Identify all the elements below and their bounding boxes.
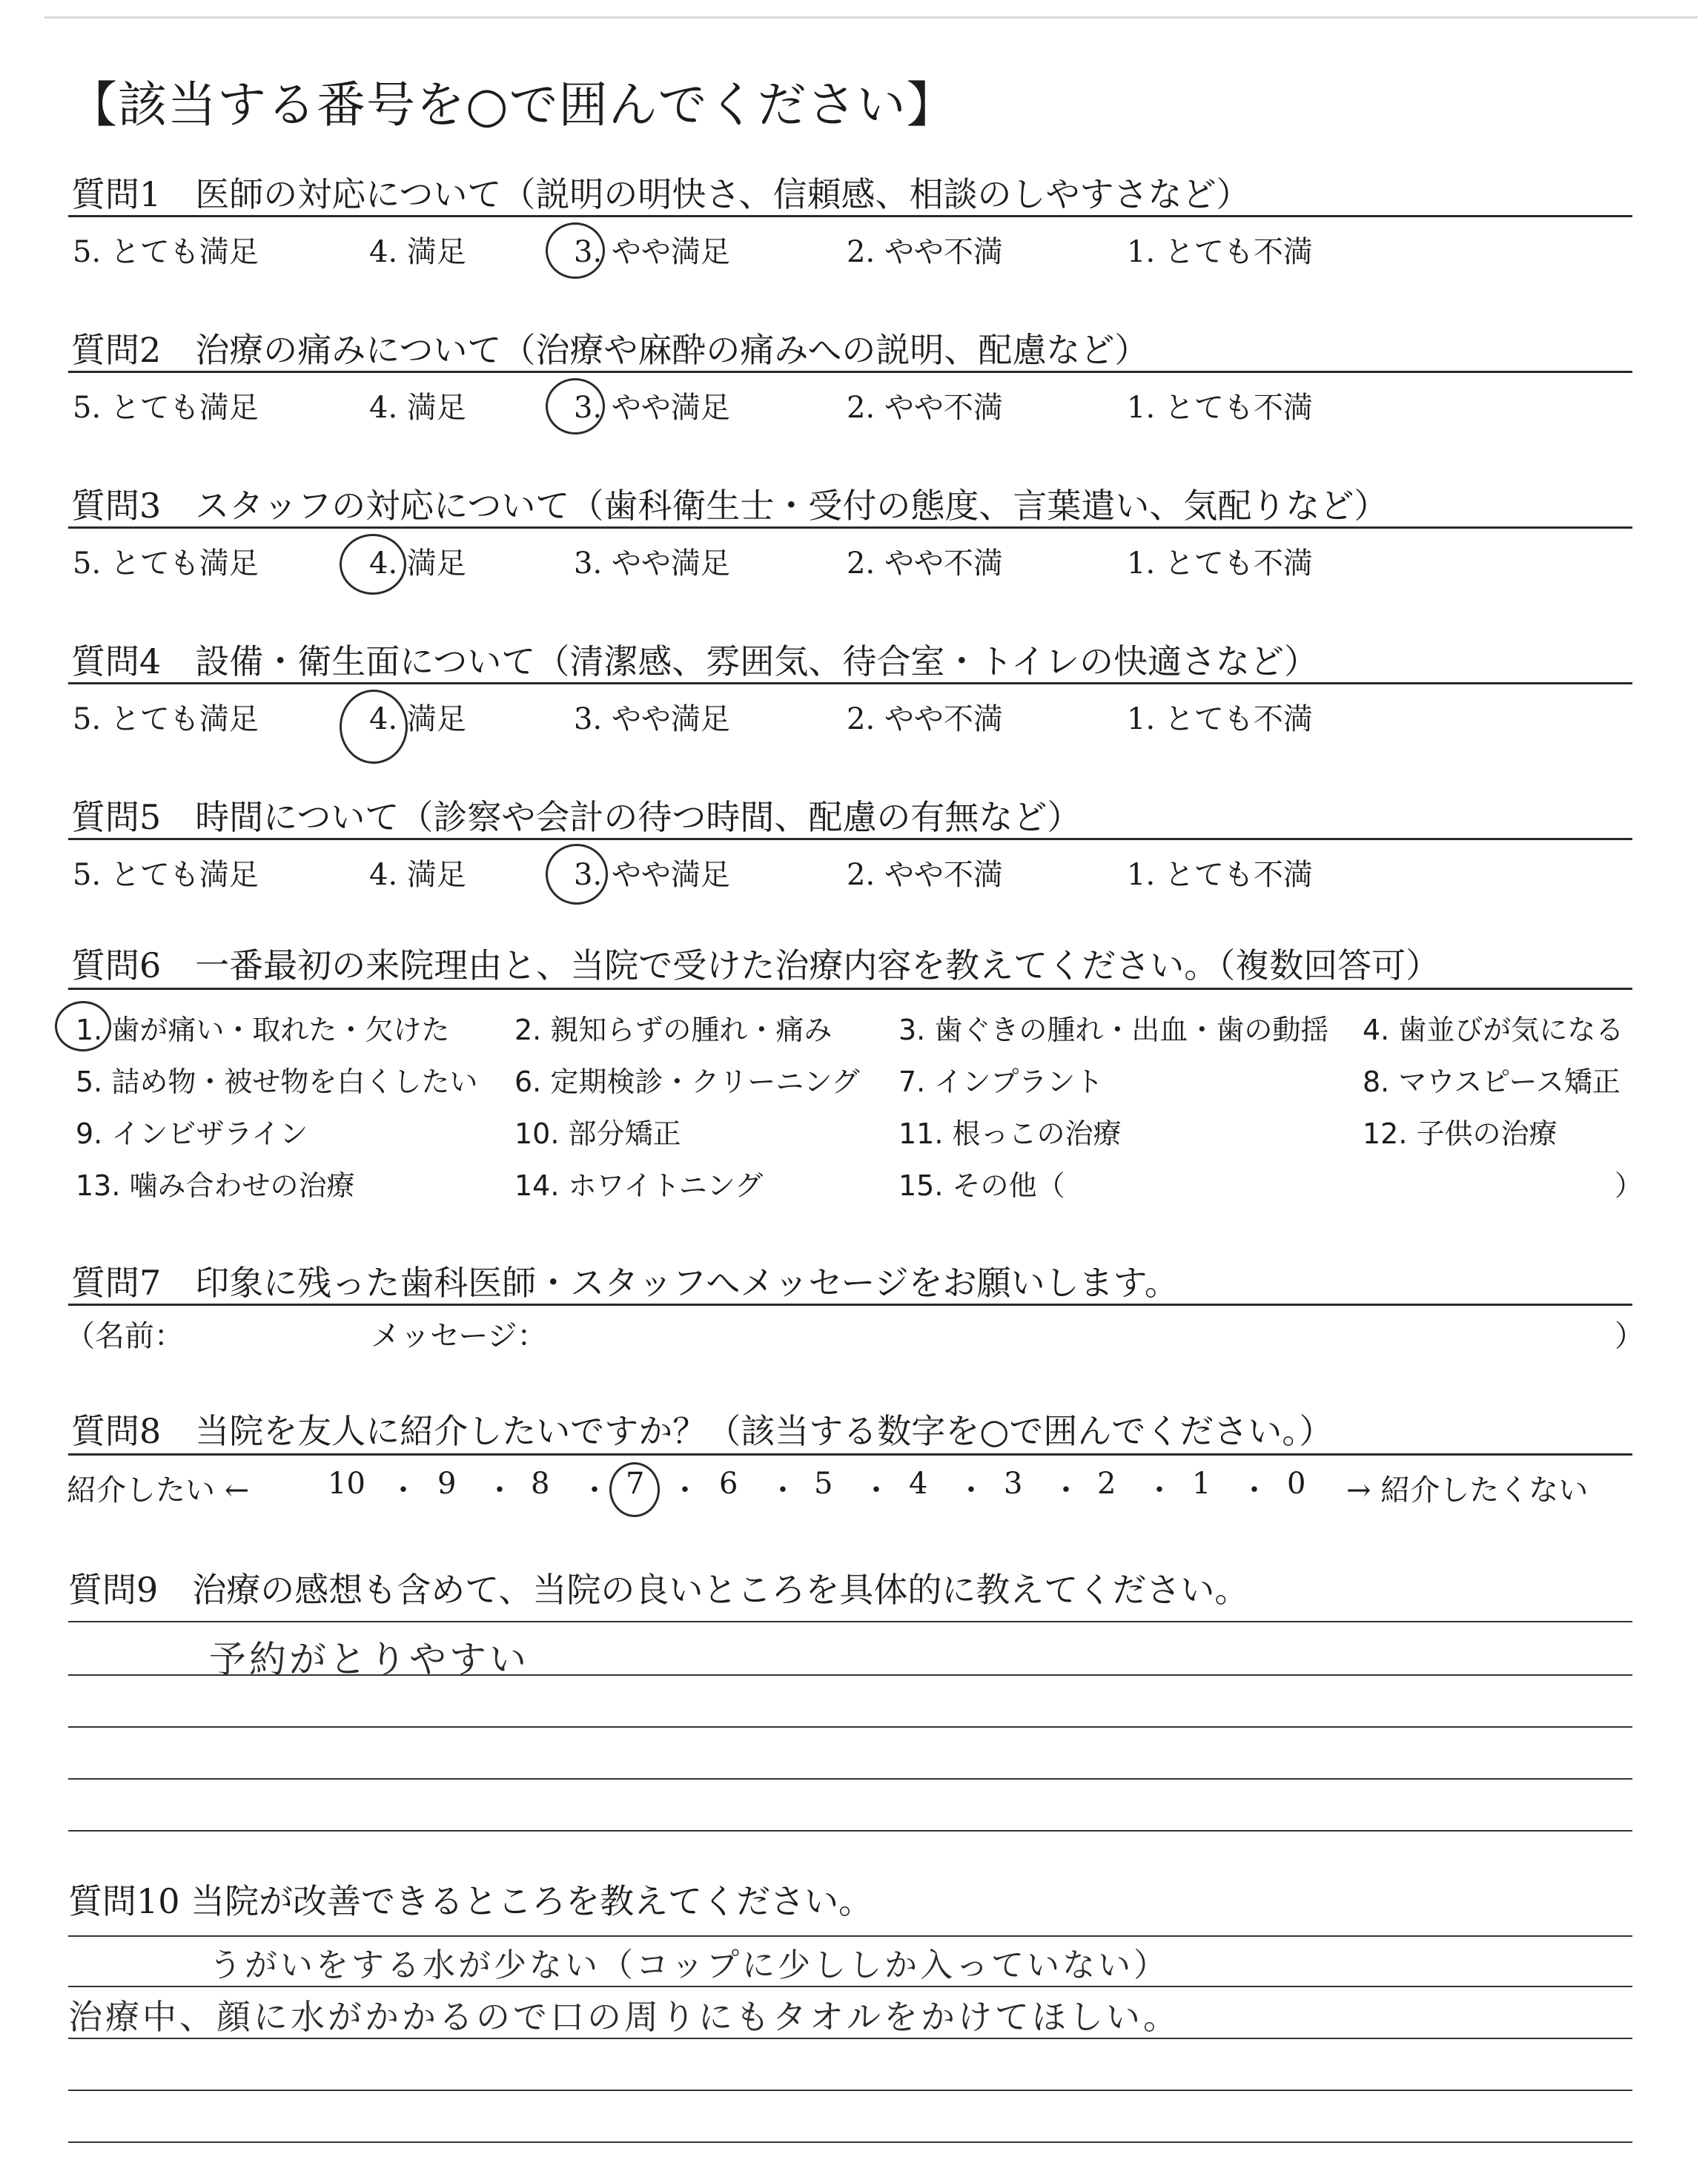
option-5[interactable]: 5. とても満足: [73, 702, 259, 736]
option-3[interactable]: 3. やや満足: [574, 702, 730, 736]
scale-5[interactable]: 5: [814, 1467, 833, 1501]
scale-10[interactable]: 10: [328, 1467, 365, 1501]
option-2[interactable]: 2. やや不満: [847, 702, 1003, 736]
answer-line: [68, 1621, 1632, 1622]
reason-option-4[interactable]: 4. 歯並びが気になる: [1363, 1014, 1624, 1046]
option-1[interactable]: 1. とても不満: [1127, 858, 1313, 892]
option-1[interactable]: 1. とても不満: [1127, 235, 1313, 269]
scale-7[interactable]: 7: [626, 1467, 645, 1501]
selected-answer-circle: [340, 534, 406, 595]
scale-4[interactable]: 4: [909, 1467, 928, 1501]
option-5[interactable]: 5. とても満足: [73, 546, 259, 581]
handwritten-answer: 治療中、顔に水がかかるので口の周りにもタオルをかけてほしい。: [68, 1997, 1180, 2037]
answer-line: [68, 1778, 1632, 1780]
reason-option-9[interactable]: 9. インビザライン: [76, 1117, 308, 1150]
reason-option-14[interactable]: 14. ホワイトニング: [514, 1169, 764, 1202]
reason-option-7[interactable]: 7. インプラント: [898, 1066, 1104, 1098]
option-5[interactable]: 5. とても満足: [73, 235, 259, 269]
scale-2[interactable]: 2: [1097, 1467, 1116, 1501]
selected-answer-circle: [546, 844, 608, 905]
recommend-left-label: 紹介したい ←: [67, 1473, 250, 1507]
reason-option-3[interactable]: 3. 歯ぐきの腫れ・出血・歯の動揺: [898, 1014, 1329, 1046]
divider: [68, 838, 1632, 840]
scale-6[interactable]: 6: [719, 1467, 738, 1501]
reason-option-13[interactable]: 13. 噛み合わせの治療: [76, 1169, 355, 1202]
answer-line: [68, 2090, 1632, 2091]
option-5[interactable]: 5. とても満足: [73, 858, 259, 892]
divider: [68, 682, 1632, 684]
scale-3[interactable]: 3: [1004, 1467, 1023, 1501]
option-1[interactable]: 1. とても不満: [1127, 546, 1313, 581]
selected-answer-circle: [546, 222, 605, 279]
question-title: 質問7 印象に残った歯科医師・スタッフへメッセージをお願いします。: [71, 1263, 1179, 1303]
handwritten-answer: うがいをする水が少ない（コップに少ししか入っていない）: [209, 1946, 1170, 1984]
divider: [68, 526, 1632, 529]
scale-dot: ・: [768, 1473, 798, 1507]
reason-option-12[interactable]: 12. 子供の治療: [1363, 1117, 1558, 1150]
option-3[interactable]: 3. やや満足: [574, 391, 730, 425]
handwritten-answer: 予約がとりやすい: [209, 1638, 529, 1681]
option-4[interactable]: 4. 満足: [369, 391, 466, 425]
other-close-paren: ）: [1615, 1169, 1644, 1202]
option-3[interactable]: 3. やや満足: [574, 858, 730, 892]
option-4[interactable]: 4. 満足: [369, 858, 466, 892]
option-1[interactable]: 1. とても不満: [1127, 391, 1313, 425]
page-title: 【該当する番号を○で囲んでください】: [68, 76, 956, 133]
scale-8[interactable]: 8: [531, 1467, 550, 1501]
scale-dot: ・: [670, 1473, 700, 1507]
reason-option-2[interactable]: 2. 親知らずの腫れ・痛み: [514, 1014, 833, 1046]
scale-dot: ・: [1239, 1473, 1269, 1507]
question-title: 質問4 設備・衛生面について（清潔感、雰囲気、待合室・トイレの快適さなど）: [71, 641, 1319, 681]
scale-dot: ・: [1051, 1473, 1081, 1507]
answer-line: [68, 1674, 1632, 1676]
question-title: 質問9 治療の感想も含めて、当院の良いところを具体的に教えてください。: [68, 1570, 1249, 1610]
scale-dot: ・: [485, 1473, 514, 1507]
question-title: 質問8 当院を友人に紹介したいですか？（該当する数字を○で囲んでください。）: [71, 1411, 1334, 1451]
option-5[interactable]: 5. とても満足: [73, 391, 259, 425]
answer-line: [68, 1726, 1632, 1728]
divider: [68, 988, 1632, 990]
option-3[interactable]: 3. やや満足: [574, 546, 730, 581]
option-3[interactable]: 3. やや満足: [574, 235, 730, 269]
option-4[interactable]: 4. 満足: [369, 235, 466, 269]
scale-dot: ・: [861, 1473, 891, 1507]
close-paren: ）: [1615, 1319, 1644, 1353]
answer-line: [68, 2141, 1632, 2143]
scale-9[interactable]: 9: [437, 1467, 457, 1501]
answer-line: [68, 1986, 1632, 1987]
reason-option-5[interactable]: 5. 詰め物・被せ物を白くしたい: [76, 1066, 478, 1098]
reason-option-8[interactable]: 8. マウスピース矯正: [1363, 1066, 1621, 1098]
option-1[interactable]: 1. とても不満: [1127, 702, 1313, 736]
scale-dot: ・: [956, 1473, 986, 1507]
option-2[interactable]: 2. やや不満: [847, 391, 1003, 425]
recommend-right-label: → 紹介したくない: [1346, 1473, 1589, 1507]
option-2[interactable]: 2. やや不満: [847, 235, 1003, 269]
message-label: メッセージ：: [371, 1319, 547, 1353]
option-2[interactable]: 2. やや不満: [847, 546, 1003, 581]
question-title: 質問10 当院が改善できるところを教えてください。: [68, 1881, 873, 1921]
answer-line: [68, 1935, 1632, 1937]
question-title: 質問3 スタッフの対応について（歯科衛生士・受付の態度、言葉遣い、気配りなど）: [71, 486, 1388, 526]
question-title: 質問5 時間について（診察や会計の待つ時間、配慮の有無など）: [71, 797, 1082, 837]
reason-option-11[interactable]: 11. 根っこの治療: [898, 1117, 1122, 1150]
divider: [68, 1453, 1632, 1456]
selected-answer-circle: [546, 378, 605, 435]
answer-line: [68, 2038, 1632, 2039]
reason-option-1[interactable]: 1. 歯が痛い・取れた・欠けた: [76, 1014, 450, 1046]
reason-option-15[interactable]: 15. その他（: [898, 1169, 1065, 1202]
question-title: 質問2 治療の痛みについて（治療や麻酔の痛みへの説明、配慮など）: [71, 330, 1149, 370]
name-label: （名前：: [65, 1319, 184, 1353]
question-title: 質問6 一番最初の来院理由と、当院で受けた治療内容を教えてください。（複数回答可）: [71, 945, 1440, 985]
answer-line: [68, 1830, 1632, 1832]
divider: [68, 371, 1632, 373]
scale-1[interactable]: 1: [1192, 1467, 1211, 1501]
divider: [68, 1304, 1632, 1306]
scale-0[interactable]: 0: [1287, 1467, 1306, 1501]
scale-dot: ・: [388, 1473, 418, 1507]
selected-answer-circle: [55, 1001, 111, 1051]
scan-top-edge: [44, 16, 1698, 19]
question-title: 質問1 医師の対応について（説明の明快さ、信頼感、相談のしやすさなど）: [71, 174, 1251, 214]
reason-option-10[interactable]: 10. 部分矯正: [514, 1117, 681, 1150]
scale-dot: ・: [580, 1473, 609, 1507]
selected-answer-circle: [340, 690, 408, 764]
option-4[interactable]: 4. 満足: [369, 702, 466, 736]
selected-answer-circle: [609, 1462, 660, 1517]
reason-option-6[interactable]: 6. 定期検診・クリーニング: [514, 1066, 860, 1098]
scale-dot: ・: [1145, 1473, 1174, 1507]
option-2[interactable]: 2. やや不満: [847, 858, 1003, 892]
option-4[interactable]: 4. 満足: [369, 546, 466, 581]
divider: [68, 215, 1632, 217]
